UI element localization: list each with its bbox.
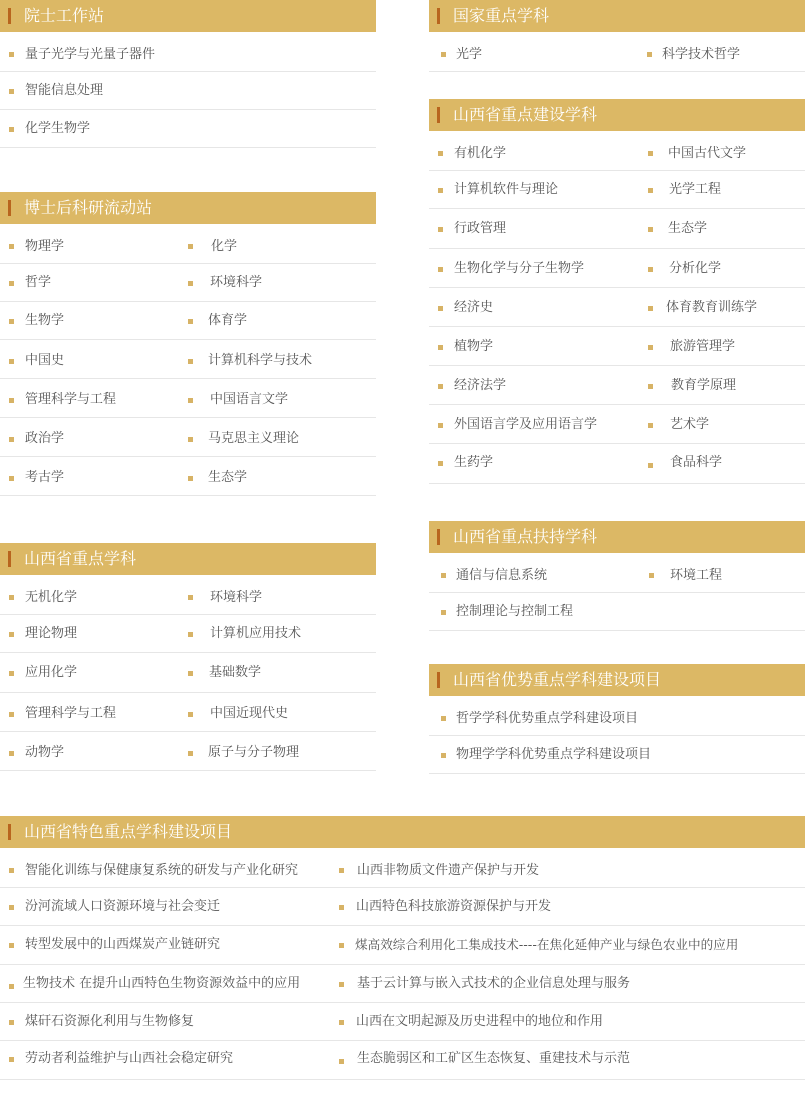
- list-item[interactable]: [429, 736, 805, 774]
- bullet-icon: [648, 188, 653, 193]
- bullet-icon: [9, 476, 14, 481]
- table-row: [0, 418, 376, 457]
- item-label[interactable]: 汾河流域人口资源环境与社会变迁: [25, 899, 221, 914]
- item-label[interactable]: 化学生物学: [25, 121, 91, 136]
- bullet-icon: [441, 753, 446, 758]
- section-national-key-disciplines: [429, 0, 805, 72]
- item-label[interactable]: 科学技术哲学: [662, 47, 741, 62]
- item-label[interactable]: 光学: [456, 47, 483, 62]
- bullet-icon: [9, 319, 14, 324]
- table-row: [0, 340, 376, 379]
- bullet-icon: [9, 943, 14, 948]
- item-label[interactable]: 生态学: [668, 221, 708, 236]
- bullet-icon: [339, 943, 344, 948]
- item-label[interactable]: 光学工程: [669, 182, 722, 197]
- section-shanxi-key-support: [429, 521, 805, 631]
- section-title: 国家重点学科: [453, 6, 550, 25]
- bullet-icon: [9, 595, 14, 600]
- table-row: [429, 131, 805, 171]
- table-row: [0, 888, 805, 926]
- item-label[interactable]: 山西在文明起源及历史进程中的地位和作用: [356, 1014, 604, 1029]
- table-row: [0, 732, 376, 771]
- item-label[interactable]: 动物学: [25, 745, 65, 760]
- table-row: [0, 1003, 805, 1041]
- item-label[interactable]: 环境工程: [670, 568, 723, 583]
- section-title: 山西省特色重点学科建设项目: [24, 822, 233, 841]
- table-row: [429, 593, 805, 631]
- bullet-icon: [438, 151, 443, 156]
- item-list: [429, 553, 805, 631]
- item-label[interactable]: 外国语言学及应用语言学: [454, 417, 598, 432]
- item-label[interactable]: 中国史: [25, 353, 65, 368]
- item-label[interactable]: 旅游管理学: [670, 339, 736, 354]
- item-label[interactable]: 劳动者利益维护与山西社会稳定研究: [25, 1051, 234, 1066]
- item-label[interactable]: 转型发展中的山西煤炭产业链研究: [25, 937, 221, 952]
- item-label[interactable]: 管理科学与工程: [25, 706, 117, 721]
- table-row: [429, 249, 805, 288]
- table-row: [429, 366, 805, 405]
- bullet-icon: [339, 1020, 344, 1025]
- item-label[interactable]: 生物化学与分子生物学: [454, 261, 585, 276]
- bullet-icon: [188, 359, 193, 364]
- header-accent-bar: [8, 8, 11, 24]
- header-accent-bar: [437, 672, 440, 688]
- header-accent-bar: [8, 551, 11, 567]
- bullet-icon: [438, 384, 443, 389]
- item-label[interactable]: 马克思主义理论: [208, 431, 300, 446]
- bullet-icon: [188, 244, 193, 249]
- bullet-icon: [188, 632, 193, 637]
- table-row: [429, 32, 805, 72]
- bullet-icon: [441, 573, 446, 578]
- bullet-icon: [9, 52, 14, 57]
- bullet-icon: [339, 1059, 344, 1064]
- item-label[interactable]: 经济法学: [454, 378, 507, 393]
- item-label[interactable]: 基础数学: [209, 665, 262, 680]
- bullet-icon: [438, 461, 443, 466]
- item-label[interactable]: 物理学: [25, 239, 65, 254]
- table-row: [429, 171, 805, 209]
- item-label[interactable]: 山西特色科技旅游资源保护与开发: [356, 899, 552, 914]
- item-label[interactable]: 有机化学: [454, 146, 507, 161]
- item-label[interactable]: 计算机应用技术: [210, 626, 302, 641]
- bullet-icon: [9, 1020, 14, 1025]
- bullet-icon: [9, 359, 14, 364]
- item-list: [0, 32, 376, 148]
- item-label[interactable]: 分析化学: [669, 261, 722, 276]
- bullet-icon: [441, 610, 446, 615]
- bullet-icon: [648, 227, 653, 232]
- bullet-icon: [9, 127, 14, 132]
- section-header: [0, 192, 376, 224]
- item-label[interactable]: 行政管理: [454, 221, 507, 236]
- bullet-icon: [438, 306, 443, 311]
- table-row: [429, 209, 805, 249]
- table-row: [0, 457, 376, 496]
- table-row: [429, 444, 805, 484]
- section-header: [0, 0, 376, 32]
- bullet-icon: [9, 712, 14, 717]
- list-item[interactable]: [0, 32, 376, 72]
- item-label[interactable]: 哲学: [25, 275, 52, 290]
- bullet-icon: [647, 52, 652, 57]
- list-item[interactable]: [0, 72, 376, 110]
- table-row: [429, 288, 805, 327]
- section-shanxi-key-construction: [429, 99, 805, 484]
- bullet-icon: [9, 671, 14, 676]
- bullet-icon: [441, 52, 446, 57]
- item-label[interactable]: 计算机科学与技术: [208, 353, 313, 368]
- header-accent-bar: [437, 529, 440, 545]
- item-label[interactable]: 煤高效综合利用化工集成技术----在焦化延伸产业与绿色农业中的应用: [355, 937, 739, 952]
- item-label[interactable]: 控制理论与控制工程: [456, 604, 574, 619]
- table-row: [0, 653, 376, 693]
- bullet-icon: [9, 905, 14, 910]
- section-shanxi-key-disciplines: [0, 543, 376, 771]
- bullet-icon: [9, 89, 14, 94]
- item-label[interactable]: 环境科学: [210, 275, 263, 290]
- item-label[interactable]: 考古学: [25, 470, 65, 485]
- table-row: [0, 965, 805, 1003]
- section-header: [0, 816, 805, 848]
- item-label[interactable]: 煤矸石资源化利用与生物修复: [25, 1014, 195, 1029]
- bullet-icon: [9, 398, 14, 403]
- bullet-icon: [438, 423, 443, 428]
- section-title: 山西省优势重点学科建设项目: [453, 670, 662, 689]
- item-list: [429, 131, 805, 484]
- table-row: [0, 1041, 805, 1080]
- item-list: [0, 848, 805, 1080]
- table-row: [0, 615, 376, 653]
- bullet-icon: [9, 437, 14, 442]
- item-list: [429, 32, 805, 72]
- bullet-icon: [9, 751, 14, 756]
- header-accent-bar: [8, 200, 11, 216]
- item-label[interactable]: 基于云计算与嵌入式技术的企业信息处理与服务: [357, 976, 631, 991]
- bullet-icon: [188, 398, 193, 403]
- item-label[interactable]: 理论物理: [25, 626, 78, 641]
- section-header: [0, 543, 376, 575]
- item-list: [0, 224, 376, 496]
- item-list: [429, 696, 805, 774]
- table-row: [0, 302, 376, 340]
- item-label[interactable]: 教育学原理: [671, 378, 737, 393]
- item-label[interactable]: 食品科学: [670, 455, 723, 470]
- bullet-icon: [339, 982, 344, 987]
- item-label[interactable]: 政治学: [25, 431, 65, 446]
- item-label[interactable]: 经济史: [454, 300, 494, 315]
- item-label[interactable]: 化学: [211, 239, 238, 254]
- section-academician-station: [0, 0, 376, 148]
- section-header: [429, 664, 805, 696]
- section-header: [429, 0, 805, 32]
- bullet-icon: [648, 345, 653, 350]
- list-item[interactable]: [429, 696, 805, 736]
- bullet-icon: [648, 463, 653, 468]
- bullet-icon: [648, 267, 653, 272]
- bullet-icon: [188, 281, 193, 286]
- bullet-icon: [339, 905, 344, 910]
- header-accent-bar: [437, 107, 440, 123]
- bullet-icon: [441, 716, 446, 721]
- item-label[interactable]: 中国语言文学: [210, 392, 289, 407]
- table-row: [0, 379, 376, 418]
- bullet-icon: [9, 1057, 14, 1062]
- item-label[interactable]: 生药学: [454, 455, 494, 470]
- section-title: 山西省重点学科: [24, 549, 137, 568]
- table-row: [429, 553, 805, 593]
- header-accent-bar: [437, 8, 440, 24]
- item-label[interactable]: 智能信息处理: [25, 83, 104, 98]
- bullet-icon: [649, 573, 654, 578]
- item-list: [0, 575, 376, 771]
- item-label[interactable]: 管理科学与工程: [25, 392, 117, 407]
- item-label[interactable]: 生物技术 在提升山西特色生物资源效益中的应用: [23, 976, 301, 991]
- bullet-icon: [438, 188, 443, 193]
- bullet-icon: [9, 984, 14, 989]
- bullet-icon: [9, 632, 14, 637]
- item-label[interactable]: 体育教育训练学: [666, 300, 758, 315]
- section-title: 山西省重点建设学科: [453, 105, 598, 124]
- bullet-icon: [438, 227, 443, 232]
- section-title: 山西省重点扶持学科: [453, 527, 598, 546]
- item-label[interactable]: 物理学学科优势重点学科建设项目: [456, 747, 652, 762]
- item-label[interactable]: 量子光学与光量子器件: [25, 47, 156, 62]
- section-shanxi-advantage-projects: [429, 664, 805, 774]
- list-item[interactable]: [0, 110, 376, 148]
- section-title: 博士后科研流动站: [24, 198, 153, 217]
- bullet-icon: [9, 281, 14, 286]
- item-label[interactable]: 无机化学: [25, 590, 78, 605]
- section-header: [429, 521, 805, 553]
- item-label[interactable]: 生态脆弱区和工矿区生态恢复、重建技术与示范: [357, 1051, 631, 1066]
- item-label[interactable]: 通信与信息系统: [456, 568, 548, 583]
- section-title: 院士工作站: [24, 6, 105, 25]
- item-label[interactable]: 中国古代文学: [668, 146, 747, 161]
- table-row: [0, 848, 805, 888]
- item-label[interactable]: 生物学: [25, 313, 65, 328]
- bullet-icon: [339, 868, 344, 873]
- item-label[interactable]: 原子与分子物理: [208, 745, 300, 760]
- item-label[interactable]: 环境科学: [210, 590, 263, 605]
- bullet-icon: [648, 151, 653, 156]
- bullet-icon: [188, 671, 193, 676]
- item-label[interactable]: 计算机软件与理论: [454, 182, 559, 197]
- bullet-icon: [648, 384, 653, 389]
- bullet-icon: [188, 751, 193, 756]
- bullet-icon: [438, 345, 443, 350]
- item-label[interactable]: 应用化学: [25, 665, 78, 680]
- header-accent-bar: [8, 824, 11, 840]
- table-row: [0, 224, 376, 264]
- table-row: [0, 264, 376, 302]
- section-shanxi-feature-projects: [0, 816, 805, 1080]
- item-label[interactable]: 哲学学科优势重点学科建设项目: [456, 711, 639, 726]
- table-row: [429, 405, 805, 444]
- bullet-icon: [438, 267, 443, 272]
- item-label[interactable]: 植物学: [454, 339, 494, 354]
- bullet-icon: [9, 244, 14, 249]
- item-label[interactable]: 中国近现代史: [210, 706, 289, 721]
- bullet-icon: [188, 437, 193, 442]
- item-label[interactable]: 山西非物质文件遗产保护与开发: [357, 863, 540, 878]
- table-row: [429, 327, 805, 366]
- bullet-icon: [188, 712, 193, 717]
- table-row: [0, 693, 376, 732]
- section-postdoc-station: [0, 192, 376, 496]
- bullet-icon: [188, 319, 193, 324]
- bullet-icon: [648, 423, 653, 428]
- item-label[interactable]: 体育学: [208, 313, 248, 328]
- item-label[interactable]: 智能化训练与保健康复系统的研发与产业化研究: [25, 863, 299, 878]
- bullet-icon: [188, 476, 193, 481]
- section-header: [429, 99, 805, 131]
- bullet-icon: [188, 595, 193, 600]
- item-label[interactable]: 生态学: [208, 470, 248, 485]
- bullet-icon: [648, 306, 653, 311]
- bullet-icon: [9, 868, 14, 873]
- item-label[interactable]: 艺术学: [670, 417, 710, 432]
- table-row: [0, 575, 376, 615]
- table-row: [0, 926, 805, 965]
